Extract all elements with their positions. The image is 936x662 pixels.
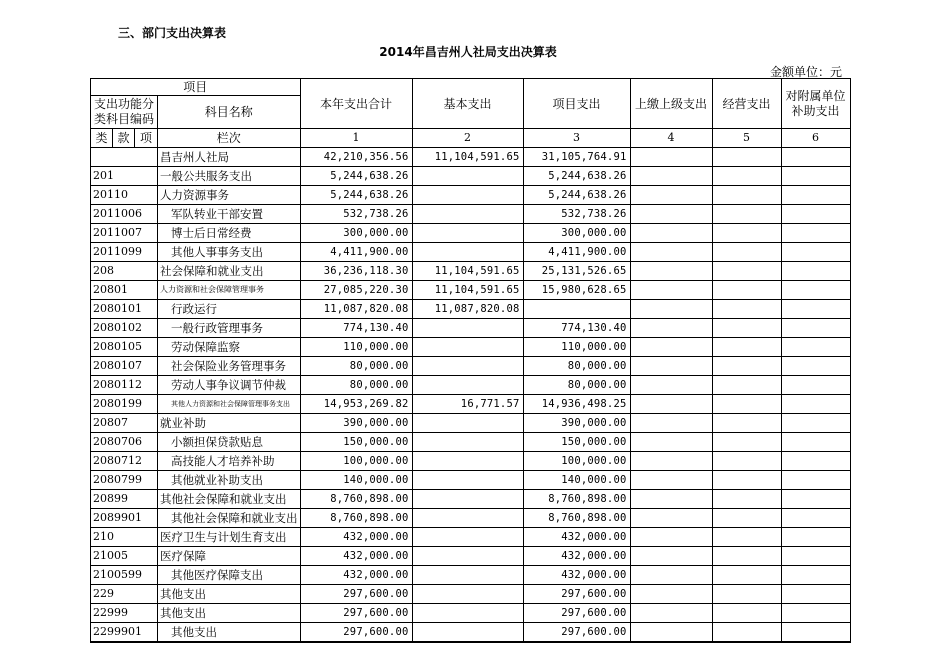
table-row — [91, 528, 851, 547]
row-project: 31,105,764.91 — [523, 148, 630, 167]
row-business — [712, 205, 781, 224]
row-upper — [630, 414, 712, 433]
row-total: 110,000.00 — [300, 338, 412, 357]
row-total: 80,000.00 — [300, 357, 412, 376]
row-business — [712, 319, 781, 338]
row-subsidy — [781, 205, 850, 224]
row-basic — [412, 357, 523, 376]
row-upper — [630, 281, 712, 300]
row-upper — [630, 528, 712, 547]
table-row — [91, 148, 851, 167]
row-project: 110,000.00 — [523, 338, 630, 357]
row-subject-name: 高技能人才培养补助 — [158, 452, 301, 471]
row-total: 8,760,898.00 — [300, 490, 412, 509]
row-subject-name: 社会保障和就业支出 — [158, 262, 301, 281]
row-project: 297,600.00 — [523, 604, 630, 623]
row-subsidy — [781, 509, 850, 528]
table-row — [91, 585, 851, 604]
row-subsidy — [781, 338, 850, 357]
row-code: 2080712 — [91, 452, 158, 471]
row-upper — [630, 300, 712, 319]
header-col3: 3 — [523, 129, 630, 148]
row-business — [712, 547, 781, 566]
row-subsidy — [781, 566, 850, 585]
table-row — [91, 509, 851, 528]
row-code: 2080799 — [91, 471, 158, 490]
row-total: 4,411,900.00 — [300, 243, 412, 262]
row-subsidy — [781, 357, 850, 376]
row-upper — [630, 490, 712, 509]
row-basic — [412, 205, 523, 224]
row-code: 201 — [91, 167, 158, 186]
row-code: 20899 — [91, 490, 158, 509]
table-row — [91, 566, 851, 585]
row-code: 2080107 — [91, 357, 158, 376]
row-basic — [412, 547, 523, 566]
row-project: 100,000.00 — [523, 452, 630, 471]
header-col6: 6 — [781, 129, 850, 148]
row-subject-name: 小额担保贷款贴息 — [158, 433, 301, 452]
header-subsidy: 对附属单位补助支出 — [781, 79, 850, 129]
row-total: 532,738.26 — [300, 205, 412, 224]
row-subsidy — [781, 167, 850, 186]
row-project: 15,980,628.65 — [523, 281, 630, 300]
row-business — [712, 395, 781, 414]
row-upper — [630, 243, 712, 262]
row-business — [712, 338, 781, 357]
row-basic — [412, 566, 523, 585]
row-project: 8,760,898.00 — [523, 509, 630, 528]
table-title: 2014年昌吉州人社局支出决算表 — [379, 45, 557, 59]
row-business — [712, 452, 781, 471]
row-total: 100,000.00 — [300, 452, 412, 471]
section-title: 三、部门支出决算表 — [118, 26, 227, 40]
row-upper — [630, 205, 712, 224]
header-kuan: 款 — [113, 129, 135, 148]
table-row — [91, 414, 851, 433]
row-project: 25,131,526.65 — [523, 262, 630, 281]
row-total: 432,000.00 — [300, 547, 412, 566]
row-upper — [630, 376, 712, 395]
row-business — [712, 262, 781, 281]
row-subject-name: 劳动保障监察 — [158, 338, 301, 357]
row-project: 390,000.00 — [523, 414, 630, 433]
row-code: 2080105 — [91, 338, 158, 357]
row-code: 20807 — [91, 414, 158, 433]
row-business — [712, 357, 781, 376]
row-code: 229 — [91, 585, 158, 604]
row-code: 2080101 — [91, 300, 158, 319]
row-code: 2080112 — [91, 376, 158, 395]
row-basic — [412, 509, 523, 528]
row-business — [712, 186, 781, 205]
row-project: 8,760,898.00 — [523, 490, 630, 509]
row-code: 20801 — [91, 281, 158, 300]
row-basic — [412, 433, 523, 452]
row-basic — [412, 338, 523, 357]
row-code: 208 — [91, 262, 158, 281]
table-row — [91, 376, 851, 395]
row-upper — [630, 452, 712, 471]
row-upper — [630, 433, 712, 452]
row-business — [712, 414, 781, 433]
row-subject-name: 其他支出 — [158, 585, 301, 604]
row-subject-name: 一般行政管理事务 — [158, 319, 301, 338]
unit-label: 金额单位：元 — [769, 65, 842, 79]
row-code: 2080706 — [91, 433, 158, 452]
header-col4: 4 — [630, 129, 712, 148]
header-subject-name: 科目名称 — [158, 96, 301, 129]
row-basic — [412, 528, 523, 547]
row-subsidy — [781, 186, 850, 205]
row-subject-name: 博士后日常经费 — [158, 224, 301, 243]
row-project: 774,130.40 — [523, 319, 630, 338]
row-subsidy — [781, 395, 850, 414]
row-business — [712, 167, 781, 186]
row-project: 432,000.00 — [523, 566, 630, 585]
header-lei: 类 — [91, 129, 113, 148]
row-total: 140,000.00 — [300, 471, 412, 490]
row-upper — [630, 186, 712, 205]
row-upper — [630, 338, 712, 357]
header-lanci: 栏次 — [158, 129, 301, 148]
row-upper — [630, 319, 712, 338]
row-business — [712, 509, 781, 528]
table-row — [91, 547, 851, 566]
row-code: 2080102 — [91, 319, 158, 338]
row-basic — [412, 224, 523, 243]
row-total: 14,953,269.82 — [300, 395, 412, 414]
row-total: 774,130.40 — [300, 319, 412, 338]
row-total: 150,000.00 — [300, 433, 412, 452]
row-subsidy — [781, 452, 850, 471]
row-project — [523, 300, 630, 319]
row-code: 2011007 — [91, 224, 158, 243]
row-subsidy — [781, 490, 850, 509]
row-basic — [412, 186, 523, 205]
table-row — [91, 338, 851, 357]
table-row — [91, 243, 851, 262]
row-upper — [630, 547, 712, 566]
row-subsidy — [781, 243, 850, 262]
header-item: 项目 — [91, 79, 301, 96]
row-subsidy — [781, 604, 850, 623]
row-business — [712, 623, 781, 643]
header-col1: 1 — [300, 129, 412, 148]
row-basic: 11,104,591.65 — [412, 148, 523, 167]
header-col5: 5 — [712, 129, 781, 148]
row-subsidy — [781, 300, 850, 319]
row-project: 14,936,498.25 — [523, 395, 630, 414]
row-project: 297,600.00 — [523, 585, 630, 604]
row-subsidy — [781, 528, 850, 547]
row-subject-name: 人力资源事务 — [158, 186, 301, 205]
row-project: 4,411,900.00 — [523, 243, 630, 262]
row-code — [91, 148, 158, 167]
table-row — [91, 452, 851, 471]
row-upper — [630, 604, 712, 623]
row-total: 27,085,220.30 — [300, 281, 412, 300]
table-row — [91, 186, 851, 205]
header-project: 项目支出 — [523, 79, 630, 129]
table-row — [91, 300, 851, 319]
row-subject-name: 一般公共服务支出 — [158, 167, 301, 186]
header-func-code: 支出功能分类科目编码 — [91, 96, 158, 129]
table-row — [91, 471, 851, 490]
row-basic — [412, 585, 523, 604]
row-basic: 16,771.57 — [412, 395, 523, 414]
row-total: 432,000.00 — [300, 528, 412, 547]
row-project: 5,244,638.26 — [523, 167, 630, 186]
row-business — [712, 490, 781, 509]
row-project: 432,000.00 — [523, 547, 630, 566]
row-total: 36,236,118.30 — [300, 262, 412, 281]
row-project: 532,738.26 — [523, 205, 630, 224]
table-row — [91, 357, 851, 376]
table-row — [91, 490, 851, 509]
row-business — [712, 376, 781, 395]
table-row — [91, 604, 851, 623]
row-total: 11,087,820.08 — [300, 300, 412, 319]
row-basic — [412, 490, 523, 509]
row-business — [712, 243, 781, 262]
row-business — [712, 471, 781, 490]
row-code: 2011099 — [91, 243, 158, 262]
row-basic — [412, 623, 523, 643]
row-business — [712, 566, 781, 585]
row-upper — [630, 471, 712, 490]
row-subsidy — [781, 585, 850, 604]
row-subsidy — [781, 547, 850, 566]
row-business — [712, 224, 781, 243]
row-upper — [630, 148, 712, 167]
row-code: 2080199 — [91, 395, 158, 414]
row-subsidy — [781, 376, 850, 395]
row-total: 42,210,356.56 — [300, 148, 412, 167]
row-business — [712, 585, 781, 604]
row-subject-name: 其他社会保障和就业支出 — [158, 509, 301, 528]
row-project: 5,244,638.26 — [523, 186, 630, 205]
row-subsidy — [781, 471, 850, 490]
row-subject-name: 其他支出 — [158, 604, 301, 623]
row-total: 8,760,898.00 — [300, 509, 412, 528]
row-project: 150,000.00 — [523, 433, 630, 452]
row-code: 210 — [91, 528, 158, 547]
row-basic: 11,104,591.65 — [412, 262, 523, 281]
row-subject-name: 医疗卫生与计划生育支出 — [158, 528, 301, 547]
row-upper — [630, 509, 712, 528]
row-project: 432,000.00 — [523, 528, 630, 547]
table-row — [91, 395, 851, 414]
row-basic — [412, 167, 523, 186]
row-total: 297,600.00 — [300, 623, 412, 643]
row-business — [712, 433, 781, 452]
row-subsidy — [781, 224, 850, 243]
table-row — [91, 167, 851, 186]
row-total: 432,000.00 — [300, 566, 412, 585]
row-subject-name: 军队转业干部安置 — [158, 205, 301, 224]
row-basic: 11,087,820.08 — [412, 300, 523, 319]
row-basic — [412, 376, 523, 395]
row-basic — [412, 452, 523, 471]
row-upper — [630, 585, 712, 604]
row-total: 5,244,638.26 — [300, 167, 412, 186]
row-basic — [412, 471, 523, 490]
row-upper — [630, 395, 712, 414]
row-code: 22999 — [91, 604, 158, 623]
row-project: 297,600.00 — [523, 623, 630, 643]
row-upper — [630, 357, 712, 376]
row-subject-name: 其他人力资源和社会保障管理事务支出 — [158, 395, 301, 414]
row-business — [712, 528, 781, 547]
row-business — [712, 281, 781, 300]
header-xiang: 项 — [135, 129, 158, 148]
row-subsidy — [781, 623, 850, 643]
row-subsidy — [781, 148, 850, 167]
table-row — [91, 319, 851, 338]
header-col2: 2 — [412, 129, 523, 148]
row-subject-name: 其他支出 — [158, 623, 301, 643]
row-business — [712, 300, 781, 319]
row-subsidy — [781, 319, 850, 338]
header-business: 经营支出 — [712, 79, 781, 129]
row-total: 297,600.00 — [300, 585, 412, 604]
row-code: 2089901 — [91, 509, 158, 528]
row-business — [712, 604, 781, 623]
row-subject-name: 就业补助 — [158, 414, 301, 433]
row-subject-name: 昌吉州人社局 — [158, 148, 301, 167]
row-total: 390,000.00 — [300, 414, 412, 433]
row-subsidy — [781, 281, 850, 300]
row-subject-name: 社会保险业务管理事务 — [158, 357, 301, 376]
row-basic — [412, 414, 523, 433]
table-row — [91, 433, 851, 452]
expenditure-table — [90, 78, 851, 643]
row-upper — [630, 262, 712, 281]
row-subsidy — [781, 414, 850, 433]
row-code: 2299901 — [91, 623, 158, 643]
table-row — [91, 205, 851, 224]
row-subject-name: 医疗保障 — [158, 547, 301, 566]
row-project: 300,000.00 — [523, 224, 630, 243]
row-code: 21005 — [91, 547, 158, 566]
row-subject-name: 人力资源和社会保障管理事务 — [158, 281, 301, 300]
header-upper: 上缴上级支出 — [630, 79, 712, 129]
row-code: 2011006 — [91, 205, 158, 224]
row-subject-name: 其他人事事务支出 — [158, 243, 301, 262]
row-total: 297,600.00 — [300, 604, 412, 623]
row-basic — [412, 604, 523, 623]
row-subject-name: 其他社会保障和就业支出 — [158, 490, 301, 509]
row-upper — [630, 224, 712, 243]
row-subject-name: 行政运行 — [158, 300, 301, 319]
row-upper — [630, 623, 712, 643]
row-project: 140,000.00 — [523, 471, 630, 490]
table-row — [91, 262, 851, 281]
row-basic — [412, 319, 523, 338]
row-total: 80,000.00 — [300, 376, 412, 395]
row-subsidy — [781, 433, 850, 452]
row-code: 2100599 — [91, 566, 158, 585]
row-business — [712, 148, 781, 167]
header-total: 本年支出合计 — [300, 79, 412, 129]
row-subject-name: 其他医疗保障支出 — [158, 566, 301, 585]
row-basic: 11,104,591.65 — [412, 281, 523, 300]
row-total: 300,000.00 — [300, 224, 412, 243]
row-project: 80,000.00 — [523, 357, 630, 376]
row-subject-name: 其他就业补助支出 — [158, 471, 301, 490]
table-row — [91, 623, 851, 643]
row-upper — [630, 566, 712, 585]
row-total: 5,244,638.26 — [300, 186, 412, 205]
table-row — [91, 281, 851, 300]
row-basic — [412, 243, 523, 262]
row-subject-name: 劳动人事争议调节仲裁 — [158, 376, 301, 395]
row-code: 20110 — [91, 186, 158, 205]
row-upper — [630, 167, 712, 186]
table-row — [91, 224, 851, 243]
row-project: 80,000.00 — [523, 376, 630, 395]
row-subsidy — [781, 262, 850, 281]
header-basic: 基本支出 — [412, 79, 523, 129]
